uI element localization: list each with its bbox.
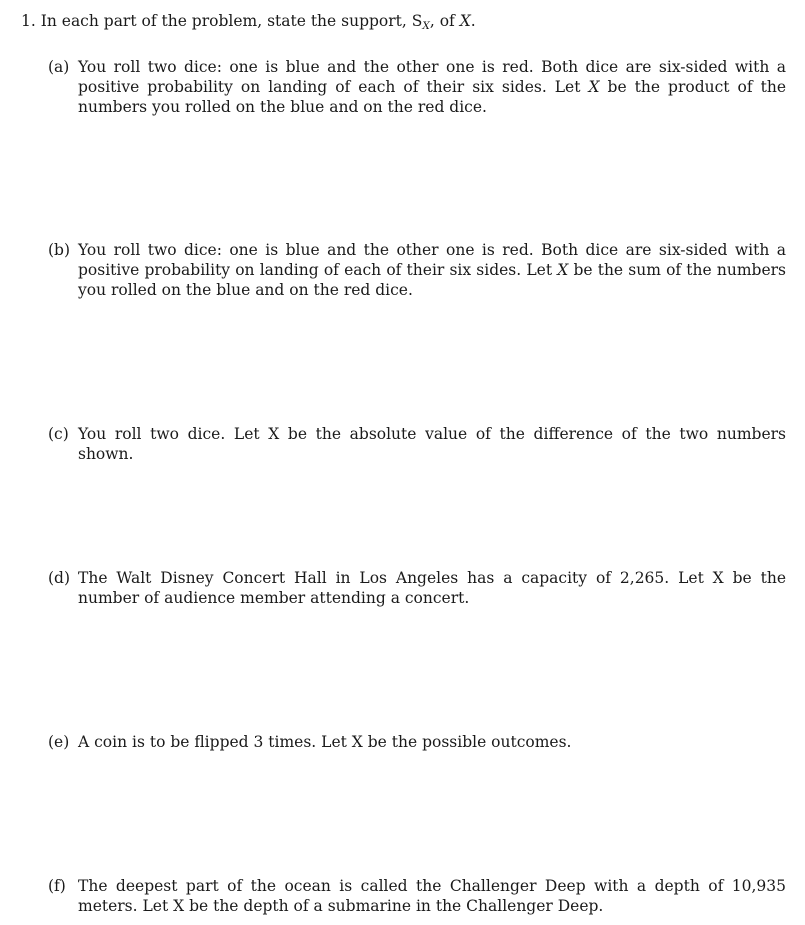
part-e-label: (e) — [48, 733, 70, 751]
part-e-text: A coin is to be flipped 3 times. Let X be the possible outcomes. — [78, 733, 572, 751]
part-b-variable: X — [557, 261, 569, 279]
part-f — [48, 876, 786, 916]
part-c-text: You roll two dice. Let X be the absolute value of the difference of the two numbers shown. — [78, 425, 786, 463]
part-b-text-after: be the sum of the numbers you rolled on the blue and on the red dice. — [78, 261, 786, 299]
part-a — [48, 57, 786, 117]
problem-intro-middle: , of — [429, 12, 455, 30]
part-f-label: (f) — [48, 877, 66, 895]
part-a-text — [78, 57, 786, 117]
problem-number: 1. — [21, 12, 36, 30]
part-a-text-after: be the product of the numbers you rolled on the blue and on the red dice. — [78, 78, 786, 116]
part-b-label: (b) — [48, 241, 71, 259]
part-a-label: (a) — [48, 58, 70, 76]
part-d-text: The Walt Disney Concert Hall in Los Angeles has a capacity of 2,265. Let X be the number of audience member attending a concert. — [78, 569, 786, 607]
problem-variable: X — [459, 12, 471, 30]
support-letter: S — [411, 12, 423, 30]
part-f-text: The deepest part of the ocean is called the Challenger Deep with a depth of 10,935 meters. Let X be the depth of a submarine in the Challenger Deep. — [78, 877, 786, 915]
support-symbol — [412, 12, 430, 30]
part-a-variable: X — [588, 78, 600, 96]
part-a-text-before: You roll two dice: one is blue and the other one is red. Both dice are six-sided with a positive probability on landing of each of their six sides. Let — [78, 58, 786, 96]
part-b — [48, 240, 786, 300]
part-b-text — [78, 240, 786, 300]
part-b-text-before: You roll two dice: one is blue and the other one is red. Both dice are six-sided with a positive probability on landing of each of their six sides. Let — [78, 241, 786, 279]
part-d — [48, 568, 786, 608]
part-c-label: (c) — [48, 425, 69, 443]
part-c — [48, 424, 786, 464]
part-d-label: (d) — [48, 569, 71, 587]
problem-intro-end: . — [470, 12, 476, 30]
support-subscript: X — [422, 20, 430, 32]
problem-header — [21, 11, 791, 36]
part-e — [48, 732, 786, 752]
problem-intro: In each part of the problem, state the support, — [40, 12, 407, 30]
